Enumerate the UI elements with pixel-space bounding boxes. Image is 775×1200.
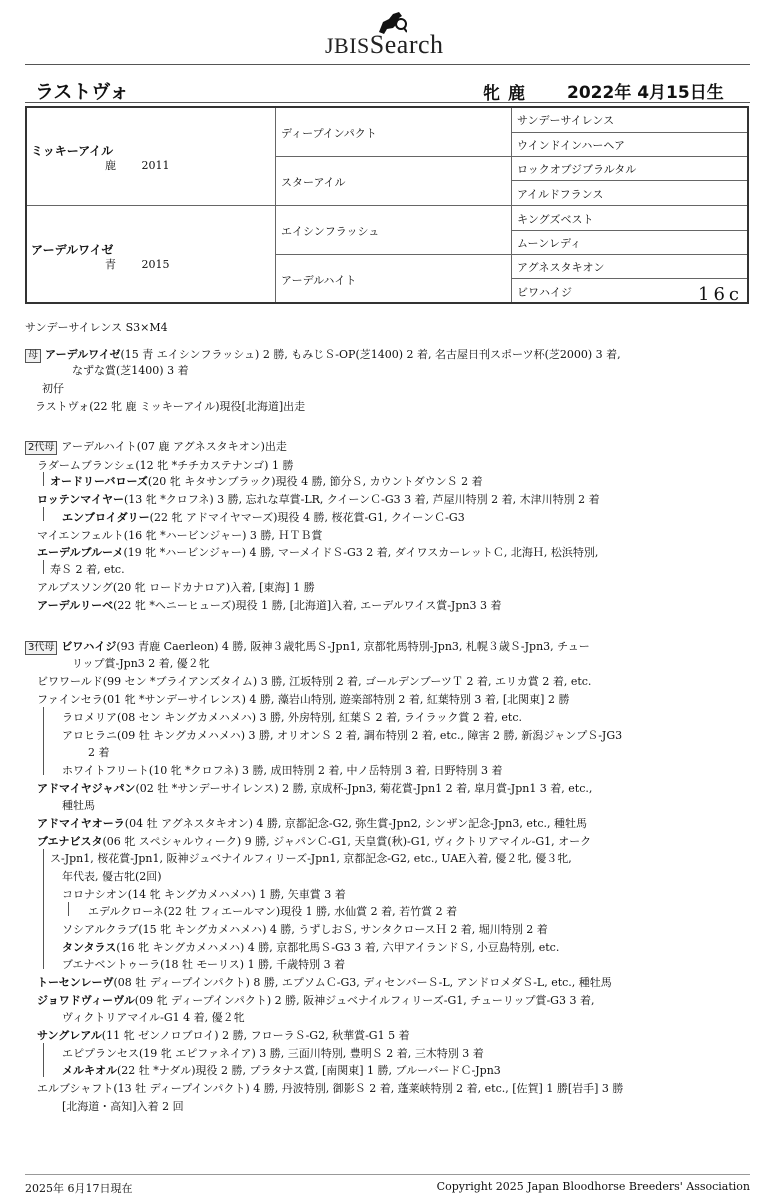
logo-jbis: JBIS — [325, 33, 370, 58]
text-line: エピプランセス(19 牝 エピファネイア) 3 勝, 三面川特別, 豊明Ｓ 2 着, 三木特別 3 着 — [62, 1047, 484, 1060]
gen2-sire-sire[interactable]: ディープインパクト — [281, 127, 377, 140]
text-line: エデルクローネ(22 牡 フィエールマン)現役 1 勝, 水仙賞 2 着, 若竹賞 2 着 — [88, 905, 458, 918]
dam2-line: 2代母 アーデルハイト(07 鹿 アグネスタキオン)出走 — [25, 440, 287, 455]
sire-name[interactable]: ミッキーアイル — [31, 144, 114, 158]
pedigree-table — [25, 106, 749, 304]
gen3-6[interactable]: ムーンレディ — [517, 237, 582, 250]
divider — [25, 64, 750, 65]
gen2-dam-sire[interactable]: エイシンフラッシュ — [281, 225, 380, 238]
text-line: ホワイトフリート(10 牝 *クロフネ) 3 勝, 成田特別 2 着, 中ノ岳特別 3 着, 日野特別 3 着 — [62, 764, 503, 777]
text-line: 初仔 — [42, 382, 64, 395]
footer-copyright: Copyright 2025 Japan Bloodhorse Breeders' Association — [436, 1180, 750, 1193]
horse-sex-color: 牝鹿 — [483, 84, 533, 104]
gen3-4[interactable]: アイルドフランス — [517, 188, 604, 201]
logo-search: Search — [369, 30, 444, 59]
dam-info: 青 2015 — [105, 258, 170, 271]
divider — [25, 102, 750, 103]
gen3-3[interactable]: ロックオブジブラルタル — [517, 163, 637, 176]
progeny-line: サングレアル(11 牝 ゼンノロブロイ) 2 勝, フローラＳ-G2, 秋華賞-G1 5 着 — [37, 1029, 410, 1042]
text-line: ソシアルクラブ(15 牝 キングカメハメハ) 4 勝, うずしおＳ, サンタクロースＨ 2 着, 堀川特別 2 着 — [62, 923, 548, 936]
dam3-line: 3代母 ビワハイジ(93 青鹿 Caerleon) 4 勝, 阪神３歳牝馬Ｓ-Jpn1, 京都牝馬特別-Jpn3, 札幌３歳Ｓ-Jpn3, チュー — [25, 640, 590, 655]
progeny-line: アドマイヤオーラ(04 牡 アグネスタキオン) 4 勝, 京都記念-G2, 弥生賞-Jpn2, シンザン記念-Jpn3, etc., 種牡馬 — [37, 817, 587, 830]
progeny-line: アドマイヤジャパン(02 牡 *サンデーサイレンス) 2 勝, 京成杯-Jpn3, 菊花賞-Jpn1 2 着, 皐月賞-Jpn1 3 着, etc., — [37, 782, 593, 795]
text-line: ラロメリア(08 セン キングカメハメハ) 3 勝, 外房特別, 紅葉Ｓ 2 着, ライラック賞 2 着, etc. — [62, 711, 523, 724]
footer-date: 2025年 6月17日現在 — [25, 1182, 133, 1195]
horse-birth-date: 2022年 4月15日生 — [567, 83, 724, 103]
text-line: マイエンフェルト(16 牝 *ハービンジャー) 3 勝, ＨＴＢ賞 — [37, 529, 323, 542]
progeny-line: トーセンレーヴ(08 牡 ディープインパクト) 8 勝, エプソムＣ-G3, ディセンバーＳ-L, アンドロメダＳ-L, etc., 種牡馬 — [37, 976, 612, 989]
text-line: アルプスソング(20 牝 ロードカナロア)入着, [東海] 1 勝 — [37, 581, 315, 594]
jbis-logo[interactable] — [325, 8, 460, 59]
text-line: ヴィクトリアマイル-G1 4 着, 優２牝 — [62, 1011, 245, 1024]
section-tag-dam3: 3代母 — [25, 641, 57, 655]
text-line: 2 着 — [88, 746, 110, 759]
progeny-line: ジョワドヴィーヴル(09 牝 ディープインパクト) 2 勝, 阪神ジュベナイルフィリーズ-G1, チューリップ賞-G3 3 着, — [37, 994, 595, 1007]
gen2-dam-dam[interactable]: アーデルハイト — [281, 274, 357, 287]
text-line: コロナシオン(14 牝 キングカメハメハ) 1 勝, 矢車賞 3 着 — [62, 888, 346, 901]
progeny-line: オードリーバローズ(20 牝 キタサンブラック)現役 4 勝, 節分Ｓ, カウントダウンＳ 2 着 — [50, 475, 483, 488]
gen3-7[interactable]: アグネスタキオン — [517, 261, 605, 274]
gen3-2[interactable]: ウインドインハーヘア — [517, 139, 626, 152]
family-code: 16c — [698, 284, 743, 305]
sire-info: 鹿 2011 — [105, 159, 170, 172]
gen2-sire-dam[interactable]: スターアイル — [281, 176, 346, 189]
progeny-line: エーデルブルーメ(19 牝 *ハービンジャー) 4 勝, マーメイドＳ-G3 2 着, ダイワスカーレットＣ, 北海Ｈ, 松浜特別, — [37, 546, 599, 559]
text-line: 年代表, 優古牝(2回) — [62, 870, 162, 883]
progeny-line: エンブロイダリー(22 牝 アドマイヤマーズ)現役 4 勝, 桜花賞-G1, クイーンＣ-G3 — [62, 511, 465, 524]
progeny-line: タンタラス(16 牝 キングカメハメハ) 4 勝, 京都牝馬Ｓ-G3 3 着, 六甲アイランドＳ, 小豆島特別, etc. — [62, 941, 560, 954]
gen3-8[interactable]: ビワハイジ — [517, 286, 572, 299]
text-line: ラダームブランシェ(12 牝 *チチカステナンゴ) 1 勝 — [37, 459, 294, 472]
text-line: 寿Ｓ 2 着, etc. — [50, 563, 125, 576]
progeny-line: アーデルリーベ(22 牝 *ヘニーヒューズ)現役 1 勝, [北海道]入着, エーデルワイス賞-Jpn3 3 着 — [37, 599, 502, 612]
text-line: [北海道・高知]入着 2 回 — [62, 1100, 184, 1113]
dam-line: 母 アーデルワイゼ(15 青 エイシンフラッシュ) 2 勝, もみじＳ-OP(芝1400) 2 着, 名古屋日刊スポーツ杯(芝2000) 3 着, — [25, 348, 621, 363]
text-line: リップ賞-Jpn3 2 着, 優２牝 — [72, 657, 210, 670]
gen3-1[interactable]: サンデーサイレンス — [517, 114, 615, 127]
text-line: ファインセラ(01 牝 *サンデーサイレンス) 4 勝, 藻岩山特別, 遊楽部特別 2 着, 紅葉特別 3 着, [北関東] 2 勝 — [37, 693, 570, 706]
gen3-5[interactable]: キングズベスト — [517, 213, 594, 226]
text-line: 種牡馬 — [62, 799, 95, 812]
inbreeding-note: サンデーサイレンス S3×M4 — [25, 321, 168, 334]
text-line: アロヒラニ(09 牡 キングカメハメハ) 3 勝, オリオンＳ 2 着, 調布特別 2 着, etc., 障害 2 勝, 新潟ジャンプＳ-JG3 — [62, 729, 623, 742]
dam-name[interactable]: アーデルワイゼ — [31, 243, 114, 257]
progeny-line: ブエナビスタ(06 牝 スペシャルウィーク) 9 勝, ジャパンＣ-G1, 天皇賞(秋)-G1, ヴィクトリアマイル-G1, オーク — [37, 835, 592, 848]
section-tag-dam2: 2代母 — [25, 441, 57, 455]
progeny-line: ロッテンマイヤー(13 牝 *クロフネ) 3 勝, 忘れな草賞-LR, クイーンＣ-G3 3 着, 芦屋川特別 2 着, 木津川特別 2 着 — [37, 493, 600, 506]
text-line: ビワワールド(99 セン *ブライアンズタイム) 3 勝, 江坂特別 2 着, ゴールデンブーツＴ 2 着, エリカ賞 2 着, etc. — [37, 675, 592, 688]
progeny-line: メルキオル(22 牡 *ナダル)現役 2 勝, プラタナス賞, [南関東] 1 勝, ブルーバードＣ-Jpn3 — [62, 1064, 501, 1077]
section-tag-dam: 母 — [25, 349, 41, 363]
text-line: ブエナベントゥーラ(18 牡 モーリス) 1 勝, 千歳特別 3 着 — [62, 958, 346, 971]
text-line: エルブシャフト(13 牡 ディープインパクト) 4 勝, 丹波特別, 御影Ｓ 2 着, 蓬莱峡特別 2 着, etc., [佐賀] 1 勝[岩手] 3 勝 — [37, 1082, 624, 1095]
text-line: ス-Jpn1, 桜花賞-Jpn1, 阪神ジュベナイルフィリーズ-Jpn1, 京都記念-G2, etc., UAE入着, 優２牝, 優３牝, — [50, 852, 572, 865]
horse-name: ラストヴォ — [35, 81, 129, 103]
footer-divider — [25, 1174, 750, 1175]
text-line: ラストヴォ(22 牝 鹿 ミッキーアイル)現役[北海道]出走 — [35, 400, 306, 413]
text-line: なずな賞(芝1400) 3 着 — [72, 364, 189, 377]
